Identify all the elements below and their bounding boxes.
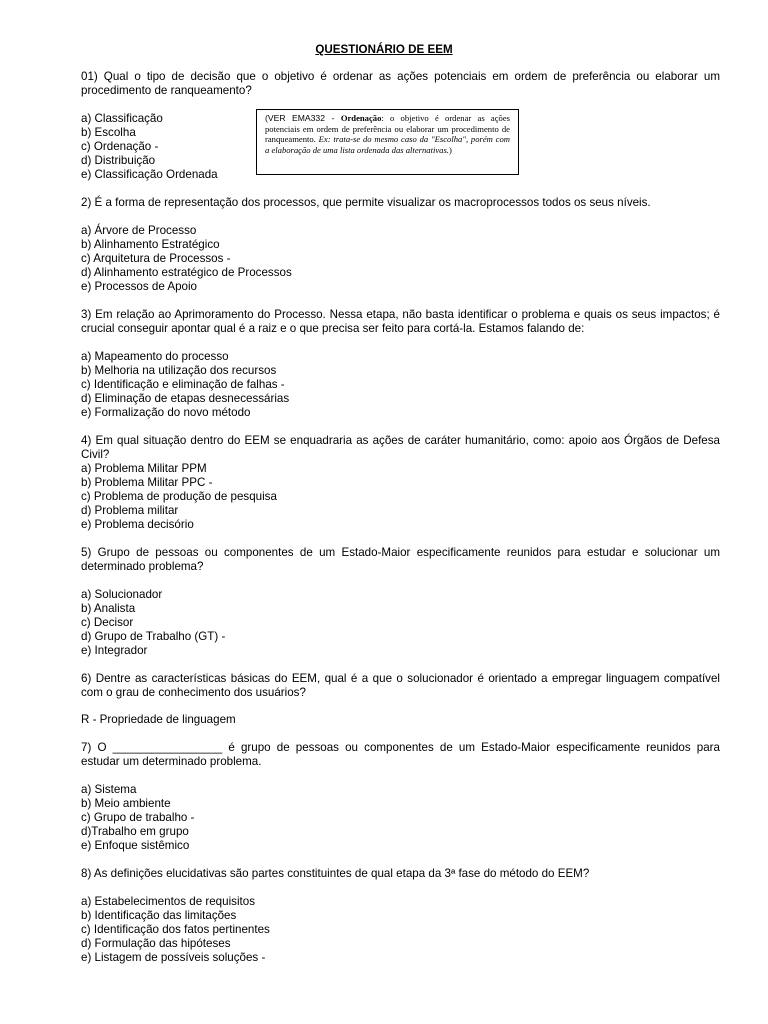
question-text: 7) O _________________ é grupo de pessoas ou componentes de um Estado-Maior especificamente reunidos para estudar um determinado problema. [81,741,720,768]
reference-note-box [256,109,519,175]
option-a: a) Problema Militar PPM [81,462,207,475]
option-d: d)Trabalho em grupo [81,825,189,838]
option-c: c) Identificação e eliminação de falhas - [81,378,285,391]
question-8-options [81,895,720,965]
answer-text: R - Propriedade de linguagem [81,713,236,726]
option-b: b) Identificação das limitações [81,909,237,922]
page-title: QUESTIONÁRIO DE EEM [315,43,453,56]
option-e: e) Classificação Ordenada [81,168,218,181]
option-e: e) Formalização do novo método [81,406,251,419]
option-a: a) Árvore de Processo [81,224,197,237]
option-e: e) Enfoque sistêmico [81,839,190,852]
question-text: 2) É a forma de representação dos processos, que permite visualizar os macroprocessos todos os seus níveis. [81,196,651,209]
option-b: b) Alinhamento Estratégico [81,238,220,251]
question-text: 01) Qual o tipo de decisão que o objetivo é ordenar as ações potenciais em ordem de preferência ou elaborar um procedimento de ranqueamento? [81,70,720,97]
option-c: c) Arquitetura de Processos - [81,252,231,265]
note-keyword: Ordenação [340,113,382,123]
option-c: c) Decisor [81,616,134,629]
question-7-options [81,783,720,853]
option-b: b) Meio ambiente [81,797,171,810]
note-close: ) [448,144,452,155]
question-8 [81,867,720,881]
question-4 [81,434,720,462]
question-1 [81,70,720,98]
question-3-options [81,350,720,420]
option-c: c) Problema de produção de pesquisa [81,490,277,503]
option-a: a) Solucionador [81,588,163,601]
option-e: e) Integrador [81,644,148,657]
question-2 [81,196,720,210]
option-d: d) Eliminação de etapas desnecessárias [81,392,290,405]
option-d: d) Grupo de Trabalho (GT) - [81,630,226,643]
option-c: c) Grupo de trabalho - [81,811,195,824]
option-c: c) Identificação dos fatos pertinentes [81,923,270,936]
option-d: d) Alinhamento estratégico de Processos [81,266,292,279]
option-b: b) Melhoria na utilização dos recursos [81,364,277,377]
option-a: a) Sistema [81,783,137,796]
option-b: b) Problema Militar PPC - [81,476,213,489]
question-3 [81,308,720,336]
option-d: d) Distribuição [81,154,156,167]
question-4-options [81,462,720,532]
option-a: a) Classificação [81,112,163,125]
note-reference: (VER EMA332 - [265,113,341,123]
option-e: e) Listagem de possíveis soluções - [81,951,266,964]
question-text: 4) Em qual situação dentro do EEM se enquadraria as ações de caráter humanitário, como: apoio aos Órgãos de Defesa Civil? [81,434,720,461]
note-example: Ex: trata-se do mesmo caso da "Escolha", porém com a elaboração de uma lista ordenada das alternativas. [265,134,510,155]
question-5 [81,546,720,574]
question-text: 5) Grupo de pessoas ou componentes de um Estado-Maior especificamente reunidos para estudar e solucionar um determinado problema? [81,546,720,573]
question-text: 8) As definições elucidativas são partes constituintes de qual etapa da 3ª fase do método do EEM? [81,867,590,880]
question-6 [81,672,720,700]
question-2-options [81,224,720,294]
question-text: 6) Dentre as características básicas do EEM, qual é a que o solucionador é orientado a empregar linguagem compatível com o grau de conhecimento dos usuários? [81,672,720,699]
option-e: e) Processos de Apoio [81,280,198,293]
option-c: c) Ordenação - [81,140,159,153]
option-d: d) Formulação das hipóteses [81,937,231,950]
note-body: : o objetivo é ordenar as ações potenciais em ordem de preferência ou elaborar um procedimento de ranqueamento. [265,113,510,145]
option-b: b) Escolha [81,126,136,139]
option-a: a) Estabelecimentos de requisitos [81,895,255,908]
question-5-options [81,588,720,658]
option-b: b) Analista [81,602,136,615]
option-e: e) Problema decisório [81,518,194,531]
question-7 [81,741,720,769]
option-a: a) Mapeamento do processo [81,350,229,363]
option-d: d) Problema militar [81,504,179,517]
question-text: 3) Em relação ao Aprimoramento do Processo. Nessa etapa, não basta identificar o problema e quais os seus impactos; é crucial conseguir apontar qual é a raiz e o que precisa ser feito para cortá-la. Estamos falando de: [81,308,720,335]
